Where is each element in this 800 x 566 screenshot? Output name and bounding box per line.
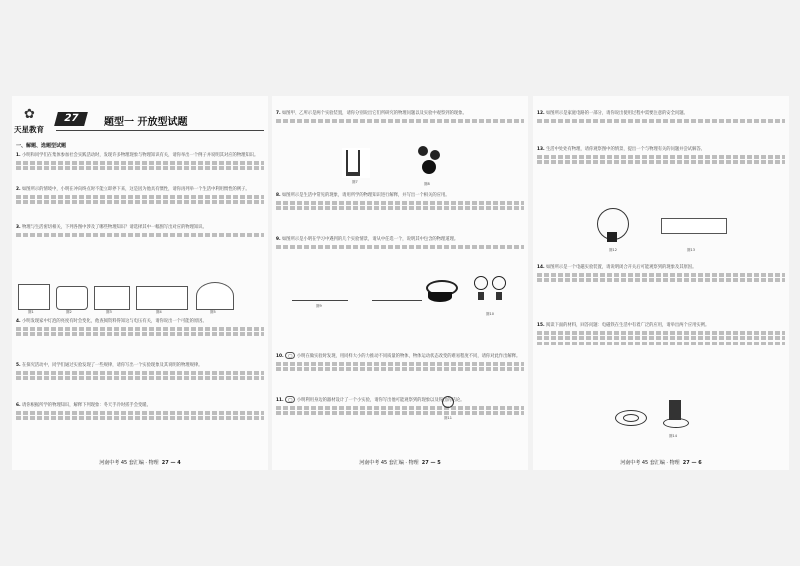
- question-6: [16, 402, 264, 422]
- question-8: [276, 192, 524, 212]
- question-number: 3.: [16, 225, 21, 230]
- question-number: 7.: [276, 111, 281, 116]
- figure-label: 图4: [156, 310, 162, 314]
- footer-page: 27 — 5: [421, 460, 441, 466]
- figure-image: [414, 146, 444, 180]
- figure-label: 图2: [66, 310, 72, 314]
- section-number-badge: 27: [54, 112, 88, 126]
- worksheet-page-3: [533, 96, 789, 470]
- figure-image: [661, 398, 691, 430]
- page-footer: [533, 459, 789, 466]
- figure-label: 图3: [106, 310, 112, 314]
- header-rule: [56, 130, 264, 131]
- question-text: 请你根据所学的物理知识，解释下列现象：冬天手冷时搓手会变暖。: [22, 403, 151, 408]
- question-number: 13.: [537, 147, 545, 152]
- question-3: [16, 224, 264, 238]
- figure-image: [196, 282, 234, 310]
- figure-label: 图12: [609, 248, 617, 252]
- figure-label: 图5: [210, 310, 216, 314]
- question-text: 如图所示是生活中常见的现象，请用所学的物理知识进行解释，并写出一个相关的应用。: [282, 193, 450, 198]
- question-text: 在探究活动中，同学们通过实验发现了一些规律，请你写出一个实验现象及其说明的物理规律。: [22, 363, 203, 368]
- question-number: 6.: [16, 403, 21, 408]
- figure-image: [595, 206, 633, 244]
- figure-label: 图14: [669, 434, 677, 438]
- question-number: 14.: [537, 265, 545, 270]
- section-heading: 一、解题、选题型试题: [16, 143, 67, 149]
- question-number: 5.: [16, 363, 21, 368]
- question-11: [276, 396, 524, 417]
- question-text: 如图所示是小明在学习中遇到的几个实验情景，请从中任选一个，说明其中包含的物理道理。: [282, 237, 459, 242]
- brand-logo: [14, 108, 54, 138]
- figure-label: 图11: [444, 416, 452, 420]
- question-9: [276, 236, 524, 250]
- question-10: [276, 352, 524, 373]
- page-header: [12, 107, 268, 136]
- question-text: 如图甲、乙所示是两个实验装置，请你分别说出它们所研究的物理问题以及实验中观察到的现象。: [282, 111, 467, 116]
- figure-label: 图9: [316, 304, 322, 308]
- page-title: 题型一 开放型试题: [104, 117, 188, 128]
- figure-image: [18, 284, 50, 310]
- question-text: 生活中处处有物理，请你观察图中的情景，提出一个与物理有关的问题并尝试解答。: [546, 147, 705, 152]
- question-tag: ◯: [285, 352, 295, 359]
- question-number: 4.: [16, 319, 21, 324]
- figure-image: [94, 286, 130, 310]
- footer-source: 河南中考 45 套汇编 · 物理: [99, 460, 159, 466]
- question-5: [16, 362, 264, 382]
- question-number: 15.: [537, 323, 545, 328]
- question-number: 1.: [16, 153, 21, 158]
- question-text: 如图所示的情境中，小明在冲向终点时不能立即停下来，这是因为他具有惯性，请你再列举一个生活中利用惯性的例子。: [22, 187, 250, 192]
- figure-image: [136, 286, 188, 310]
- question-4: [16, 318, 264, 338]
- question-text: 阅读下面的材料，回答问题：电磁铁在生活中有着广泛的应用，请举出两个应用实例。: [546, 323, 710, 328]
- question-12: [537, 110, 785, 124]
- worksheet-page-1: [12, 96, 268, 470]
- figure-label: 图10: [486, 312, 494, 316]
- question-13: [537, 146, 785, 166]
- figure-label: 图8: [424, 182, 430, 186]
- question-14: [537, 264, 785, 284]
- question-number: 10.: [276, 354, 284, 359]
- figure-image: [342, 148, 370, 178]
- star-icon: ✿: [24, 107, 35, 122]
- footer-page: 27 — 6: [682, 460, 702, 466]
- question-text: 小明和同学们在集体参加社会实践活动时，发现许多物理现象与物理知识有关，请你举出一个例子并说明其对应的物理知识。: [22, 153, 259, 158]
- question-number: 8.: [276, 193, 281, 198]
- question-text: 如图所示是一个电磁实验装置，请说明闭合开关后可能观察到的现象及其原因。: [546, 265, 697, 270]
- page-footer: [272, 459, 528, 466]
- question-text: 小明发现家中灯泡的亮度有时会变化，他查阅资料得知这与电压有关，请你说出一个可能的原因。: [22, 319, 207, 324]
- figure-image: [56, 286, 88, 310]
- figure-image: [432, 394, 462, 412]
- question-number: 2.: [16, 187, 21, 192]
- figure-image: [422, 274, 458, 308]
- question-number: 9.: [276, 237, 281, 242]
- question-2: [16, 186, 264, 206]
- question-number: 11.: [276, 398, 284, 403]
- figure-label: 图13: [687, 248, 695, 252]
- worksheet-page-2: [272, 96, 528, 470]
- question-tag: ◯: [285, 396, 295, 403]
- page-footer: [12, 459, 268, 466]
- figure-image: [292, 282, 348, 301]
- question-text: 小明在做实验时发现，用同样大小的力推动不同质量的物体，物体运动状态改变的难易程度不同，请你对此作出解释。: [296, 354, 521, 359]
- figure-image: [472, 272, 512, 310]
- footer-page: 27 — 4: [161, 460, 181, 466]
- figure-image: [661, 218, 727, 234]
- question-7: [276, 110, 524, 124]
- figure-image: [372, 282, 422, 301]
- question-15: [537, 322, 785, 347]
- question-text: 物理与生活密切相关，下列各图中涉及了哪些物理知识？请选择其中一幅图写出对应的物理知识。: [22, 225, 207, 230]
- brand-name: 天星教育: [14, 125, 44, 134]
- question-1: [16, 152, 264, 172]
- figure-label: 图1: [28, 310, 34, 314]
- footer-source: 河南中考 45 套汇编 · 物理: [620, 460, 680, 466]
- footer-source: 河南中考 45 套汇编 · 物理: [359, 460, 419, 466]
- figure-image: [609, 406, 653, 430]
- question-text: 如图所示是家庭电路的一部分，请你说出使用过程中需要注意的安全问题。: [546, 111, 688, 116]
- question-text: 小明利用身边的器材设计了一个小实验，请你写出他可能观察到的现象以及得出的结论。: [296, 398, 465, 403]
- question-number: 12.: [537, 111, 545, 116]
- figure-label: 图7: [352, 180, 358, 184]
